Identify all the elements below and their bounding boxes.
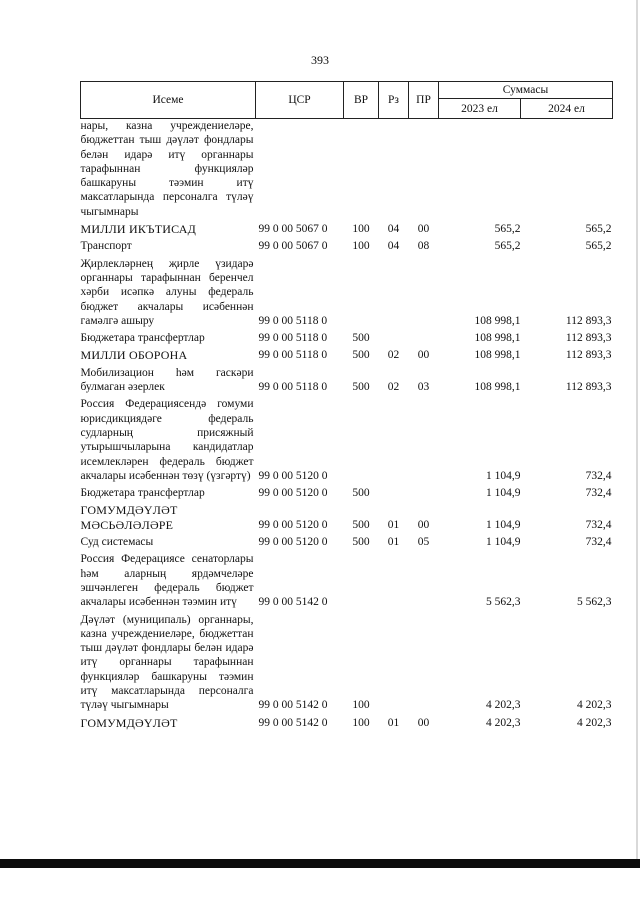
- row-amount-2023: 565,2: [494, 240, 521, 253]
- row-amount-2023: 108 998,1: [474, 314, 521, 327]
- row-pr-code: [409, 552, 439, 612]
- table-row: [81, 486, 613, 503]
- row-rz-code: [379, 486, 409, 503]
- row-amount-2023: 108 998,1: [474, 381, 521, 394]
- row-amount-2024: 4 202,3: [577, 699, 612, 712]
- row-amount-2023: 4 202,3: [486, 699, 521, 712]
- row-name: Дәүләт (муниципаль) органнары, казна учреждениеләре, бюджеттан тыш дәүләт фондлары белән идарә итү органнары тарафыннан функцияләр башкаруны тәэмин итү максатларында персоналга түләү чыгымнары: [80, 613, 254, 712]
- row-amount-2023: 1 104,9: [486, 536, 521, 549]
- row-csr-code: 99 0 00 5067 0: [258, 223, 328, 236]
- scan-bottom-bar: [0, 859, 640, 868]
- row-vr-code: 500: [352, 332, 370, 345]
- table-row: [81, 503, 613, 535]
- table-body: [81, 119, 613, 733]
- row-name: Россия Федерациясе сенаторлары һәм аларның ярдәмчеләре эшчәнлеген федераль бюджет акчалары исәбеннән тәэмин итү: [80, 553, 254, 609]
- row-name: Бюджетара трансфертлар: [80, 332, 205, 345]
- row-pr-code: [409, 397, 439, 486]
- row-pr-code: [409, 613, 439, 716]
- row-amount-2024: 732,4: [585, 518, 612, 531]
- header-name: Исеме: [81, 82, 256, 119]
- row-name: ГОМУМДӘҮЛӘТ: [80, 715, 178, 730]
- table-row: [81, 331, 613, 348]
- table-row: [81, 119, 613, 223]
- row-name: Бюджетара трансфертлар: [80, 487, 205, 500]
- row-pr-code: [409, 486, 439, 503]
- row-csr-code: 99 0 00 5120 0: [258, 536, 328, 549]
- row-amount-2024: 112 893,3: [565, 314, 612, 327]
- row-rz-code: [379, 397, 409, 486]
- row-csr-code: [256, 119, 344, 223]
- row-pr-code: 03: [417, 381, 430, 394]
- header-csr: ЦСР: [256, 82, 344, 119]
- row-vr-code: 500: [352, 536, 370, 549]
- row-rz-code: 02: [387, 381, 400, 394]
- row-csr-code: 99 0 00 5118 0: [258, 332, 328, 345]
- row-vr-code: [344, 397, 379, 486]
- row-amount-2023: 1 104,9: [486, 469, 521, 482]
- header-year-2024: 2024 ел: [521, 99, 613, 119]
- row-amount-2024: [521, 119, 613, 223]
- row-rz-code: 04: [387, 240, 400, 253]
- row-name: ГОМУМДӘҮЛӘТ МӘСЬӘЛӘЛӘРЕ: [80, 503, 178, 532]
- table-row: [81, 535, 613, 552]
- row-amount-2024: 112 893,3: [565, 381, 612, 394]
- row-pr-code: [409, 257, 439, 331]
- row-amount-2023: 108 998,1: [474, 349, 521, 362]
- row-amount-2023: [439, 119, 521, 223]
- row-vr-code: 500: [352, 349, 370, 362]
- row-amount-2023: 108 998,1: [474, 332, 521, 345]
- row-pr-code: 00: [417, 223, 430, 236]
- table-row: [81, 366, 613, 398]
- table-row: [81, 716, 613, 733]
- row-vr-code: 500: [352, 381, 370, 394]
- budget-table: [80, 81, 613, 733]
- row-name: Җирлекләрнең җирле үзидарә органнары тарафыннан беренчел хәрби исәпкә алуны федераль бюджет акчалары исәбеннән гамәлгә ашыру: [80, 257, 254, 327]
- page-edge-shadow: [636, 0, 638, 860]
- header-pr: ПР: [409, 82, 439, 119]
- row-pr-code: 00: [417, 716, 430, 729]
- row-rz-code: [379, 613, 409, 716]
- row-csr-code: 99 0 00 5118 0: [258, 314, 328, 327]
- row-amount-2024: 732,4: [585, 487, 612, 500]
- row-amount-2024: 112 893,3: [565, 332, 612, 345]
- row-vr-code: [344, 257, 379, 331]
- row-rz-code: 02: [387, 349, 400, 362]
- row-vr-code: 100: [352, 699, 370, 712]
- header-vr: ВР: [344, 82, 379, 119]
- row-amount-2023: 4 202,3: [486, 716, 521, 729]
- row-amount-2024: 565,2: [585, 223, 612, 236]
- row-rz-code: [379, 257, 409, 331]
- row-rz-code: [379, 119, 409, 223]
- row-rz-code: 01: [387, 518, 400, 531]
- table-row: [81, 257, 613, 331]
- row-amount-2024: 5 562,3: [577, 596, 612, 609]
- row-csr-code: 99 0 00 5118 0: [258, 349, 328, 362]
- row-amount-2023: 565,2: [494, 223, 521, 236]
- row-vr-code: 500: [352, 487, 370, 500]
- row-rz-code: [379, 331, 409, 348]
- row-pr-code: [409, 119, 439, 223]
- row-name: МИЛЛИ ОБОРОНА: [80, 348, 188, 363]
- row-vr-code: [344, 119, 379, 223]
- row-amount-2023: 5 562,3: [486, 596, 521, 609]
- row-vr-code: 100: [352, 240, 370, 253]
- row-csr-code: 99 0 00 5142 0: [258, 699, 328, 712]
- row-csr-code: 99 0 00 5067 0: [258, 240, 328, 253]
- table-row: [81, 239, 613, 256]
- table-row: [81, 222, 613, 239]
- table-row: [81, 348, 613, 365]
- table-row: [81, 613, 613, 716]
- row-name: МИЛЛИ ИКЪТИСАД: [80, 222, 196, 237]
- row-rz-code: 01: [387, 716, 400, 729]
- row-pr-code: 08: [417, 240, 430, 253]
- row-pr-code: [409, 331, 439, 348]
- row-csr-code: 99 0 00 5118 0: [258, 381, 328, 394]
- row-rz-code: [379, 552, 409, 612]
- header-sums: Суммасы: [439, 82, 613, 99]
- row-name: Суд системасы: [80, 536, 154, 549]
- row-amount-2024: 112 893,3: [565, 349, 612, 362]
- row-pr-code: 00: [417, 518, 430, 531]
- row-name: Мобилизацион һәм гаскәри булмаган әзерлек: [80, 366, 254, 394]
- row-amount-2024: 732,4: [585, 536, 612, 549]
- row-csr-code: 99 0 00 5142 0: [258, 716, 328, 729]
- row-name: нары, казна учреждениеләре, бюджеттан тыш дәүләт фондлары белән идарә итү органнары тарафыннан функцияләр башкаруны тәэмин итү максатларында персоналга түләү чыгымнары: [80, 120, 254, 218]
- row-name: Россия Федерациясендә гомуми юрисдикциядәге федераль судларның присяжный утырышчыларына кандидатлар исемлекләрен федераль бюджет акчалары исәбеннән төзү (үзгәртү): [80, 398, 254, 482]
- row-pr-code: 05: [417, 536, 430, 549]
- table-row: [81, 552, 613, 612]
- table-header: [81, 82, 613, 119]
- row-csr-code: 99 0 00 5142 0: [258, 596, 328, 609]
- row-vr-code: 100: [352, 223, 370, 236]
- row-csr-code: 99 0 00 5120 0: [258, 518, 328, 531]
- row-amount-2024: 732,4: [585, 469, 612, 482]
- table-row: [81, 397, 613, 486]
- page-number: 393: [311, 53, 329, 67]
- row-amount-2023: 1 104,9: [486, 487, 521, 500]
- row-amount-2024: 4 202,3: [577, 716, 612, 729]
- row-pr-code: 00: [417, 349, 430, 362]
- header-year-2023: 2023 ел: [439, 99, 521, 119]
- row-vr-code: 500: [352, 518, 370, 531]
- row-amount-2023: 1 104,9: [486, 518, 521, 531]
- row-csr-code: 99 0 00 5120 0: [258, 469, 328, 482]
- row-rz-code: 04: [387, 223, 400, 236]
- row-csr-code: 99 0 00 5120 0: [258, 487, 328, 500]
- row-name: Транспорт: [80, 240, 132, 253]
- row-rz-code: 01: [387, 536, 400, 549]
- row-vr-code: [344, 552, 379, 612]
- header-rz: Рз: [379, 82, 409, 119]
- row-vr-code: 100: [352, 716, 370, 729]
- row-amount-2024: 565,2: [585, 240, 612, 253]
